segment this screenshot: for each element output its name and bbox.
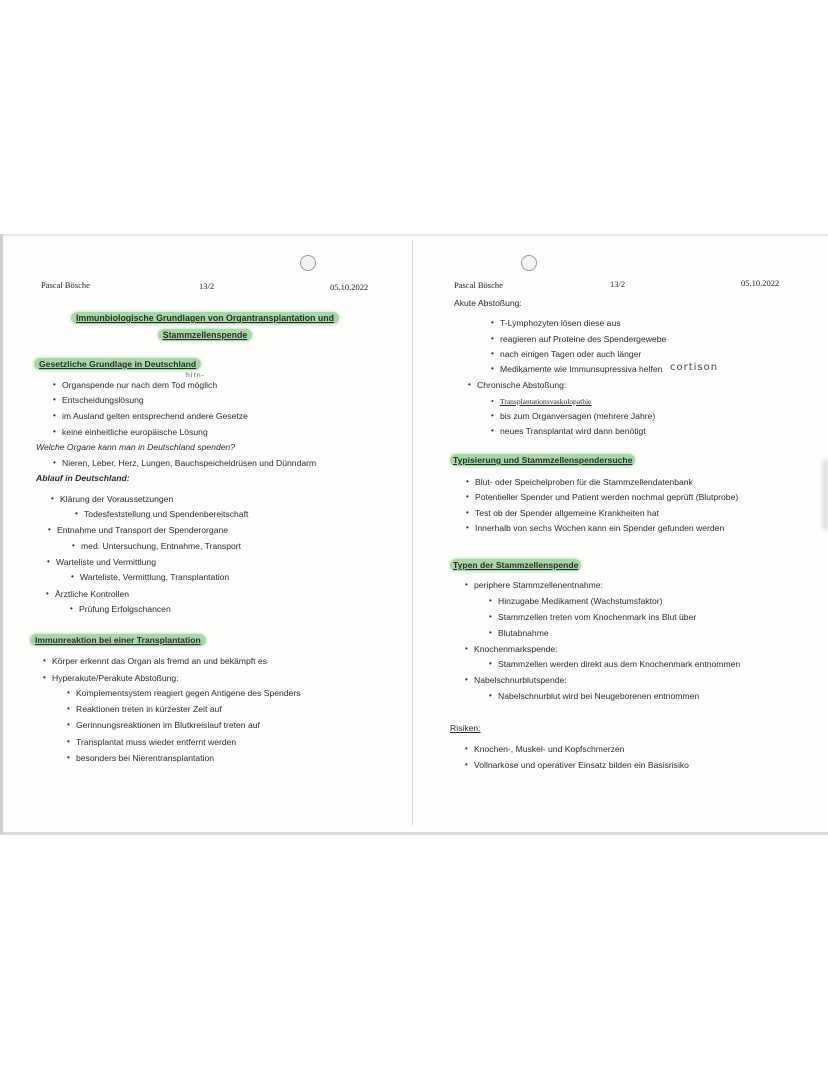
- punch-hole-right: [521, 255, 537, 271]
- donation-subitem: • Blutabnahme: [498, 628, 549, 638]
- legal-item: • im Ausland gelten entsprechend andere Gesetze: [62, 411, 248, 421]
- procedure-item: • Entnahme und Transport der Spenderorgane: [57, 525, 228, 535]
- legal-item: • keine einheitliche europäische Lösung: [62, 427, 208, 437]
- chronic-item: • Transplantationsvaskulopathie: [500, 397, 591, 406]
- typing-item: • Blut- oder Speichelproben für die Stammzellendatenbank: [475, 477, 693, 487]
- immune-item: • Körper erkennt das Organ als fremd an und bekämpft es: [52, 656, 267, 666]
- acute-item: • T-Lymphozyten lösen diese aus: [500, 318, 621, 328]
- document-title: [60, 313, 350, 323]
- right-date: 05.10.2022: [741, 278, 780, 288]
- legal-item: • Organspende nur nach dem Tod möglich: [62, 380, 217, 390]
- procedure-item: • Klärung der Voraussetzungen: [60, 494, 173, 504]
- page-fold-line: [412, 240, 413, 825]
- immune-subitem: • Transplantat muss wieder entfernt werden: [76, 737, 236, 747]
- section-typing-heading: Typisierung und Stammzellenspendersuche: [450, 455, 635, 465]
- section-legal-heading: Gesetzliche Grundlage in Deutschland: [34, 359, 201, 369]
- donation-subitem: • Stammzellen treten vom Knochenmark ins Blut über: [498, 612, 696, 622]
- title-line-2: Stammzellenspende: [158, 329, 253, 341]
- handwritten-note-hirn: hirn-: [186, 372, 205, 379]
- immune-subitem: • Komplementsystem reagiert gegen Antigene des Spenders: [76, 688, 301, 698]
- chronic-rejection-label: • Chronische Abstoßung:: [477, 380, 566, 390]
- donation-type: • periphere Stammzellenentnahme:: [474, 580, 603, 590]
- procedure-subitem: • Warteliste, Vermittlung, Transplantation: [80, 572, 229, 582]
- right-author: Pascal Bösche: [454, 280, 503, 290]
- risk-item: • Knochen-, Muskel- und Kopfschmerzen: [474, 744, 624, 754]
- typing-item: • Innerhalb von sechs Wochen kann ein Spender gefunden werden: [475, 523, 724, 533]
- acute-item: • reagieren auf Proteine des Spendergewebe: [500, 334, 666, 344]
- risks-heading: Risiken:: [450, 723, 481, 733]
- section-immune-heading: Immunreaktion bei einer Transplantation: [30, 635, 206, 645]
- organs-list: • Nieren, Leber, Herz, Lungen, Bauchspeicheldrüsen und Dünndarm: [62, 458, 316, 468]
- sheet-top-edge: [0, 234, 828, 236]
- left-author: Pascal Bösche: [41, 280, 90, 290]
- sheet-right-shadow: [823, 460, 828, 530]
- organs-question: Welche Organe kann man in Deutschland spenden?: [36, 442, 236, 452]
- typing-item: • Test ob der Spender allgemeine Krankheiten hat: [475, 508, 659, 518]
- procedure-subitem: • Todesfeststellung und Spendenbereitschaft: [84, 509, 248, 519]
- chronic-item: • neues Transplantat wird dann benötigt: [500, 426, 646, 436]
- procedure-item: • Ärztliche Kontrollen: [55, 589, 129, 599]
- immune-subitem: • Reaktionen treten in kürzester Zeit auf: [76, 704, 222, 714]
- chronic-item: • bis zum Organversagen (mehrere Jahre): [500, 411, 655, 421]
- sheet-bottom-edge: [0, 832, 828, 835]
- typing-item: • Potentieller Spender und Patient werden nochmal geprüft (Blutprobe): [475, 492, 738, 502]
- acute-rejection-label: Akute Abstoßung:: [454, 298, 522, 308]
- immune-subitem: • besonders bei Nierentransplantation: [76, 753, 214, 763]
- left-class: 13/2: [199, 281, 215, 291]
- section-donation-types-heading: Typen der Stammzellenspende: [450, 560, 581, 570]
- donation-subitem: • Nabelschnurblut wird bei Neugeborenen entnommen: [498, 691, 699, 701]
- handwritten-note-cortison: cortison: [670, 362, 719, 373]
- title-line-1: Immunbiologische Grundlagen von Organtransplantation und: [71, 312, 339, 324]
- procedure-subitem: • Prüfung Erfolgschancen: [79, 604, 171, 614]
- right-class: 13/2: [610, 279, 626, 289]
- immune-subitem: • Gerinnungsreaktionen im Blutkreislauf treten auf: [76, 720, 260, 730]
- procedure-subitem: • med. Untersuchung, Entnahme, Transport: [81, 541, 241, 551]
- donation-subitem: • Hinzugabe Medikament (Wachstumsfaktor): [498, 596, 662, 606]
- punch-hole-left: [300, 255, 316, 271]
- sheet-left-edge: [0, 234, 3, 834]
- immune-item: • Hyperakute/Perakute Abstoßung:: [52, 673, 179, 683]
- acute-item: • Medikamente wie Immunsupressiva helfen: [500, 364, 662, 374]
- risk-item: • Vollnarkose und operativer Einsatz bilden ein Basisrisiko: [474, 760, 689, 770]
- procedure-heading: Ablauf in Deutschland:: [36, 473, 130, 483]
- donation-type: • Knochenmarkspende:: [474, 644, 558, 654]
- left-date: 05.10.2022: [330, 282, 369, 292]
- procedure-item: • Warteliste und Vermittlung: [56, 557, 156, 567]
- acute-item: • nach einigen Tagen oder auch länger: [500, 349, 641, 359]
- donation-subitem: • Stammzellen werden direkt aus dem Knochenmark entnommen: [498, 659, 740, 669]
- donation-type: • Nabelschnurblutspende:: [474, 675, 567, 685]
- legal-item: • Entscheidungslösung: [62, 395, 144, 405]
- document-title-cont: [60, 330, 350, 340]
